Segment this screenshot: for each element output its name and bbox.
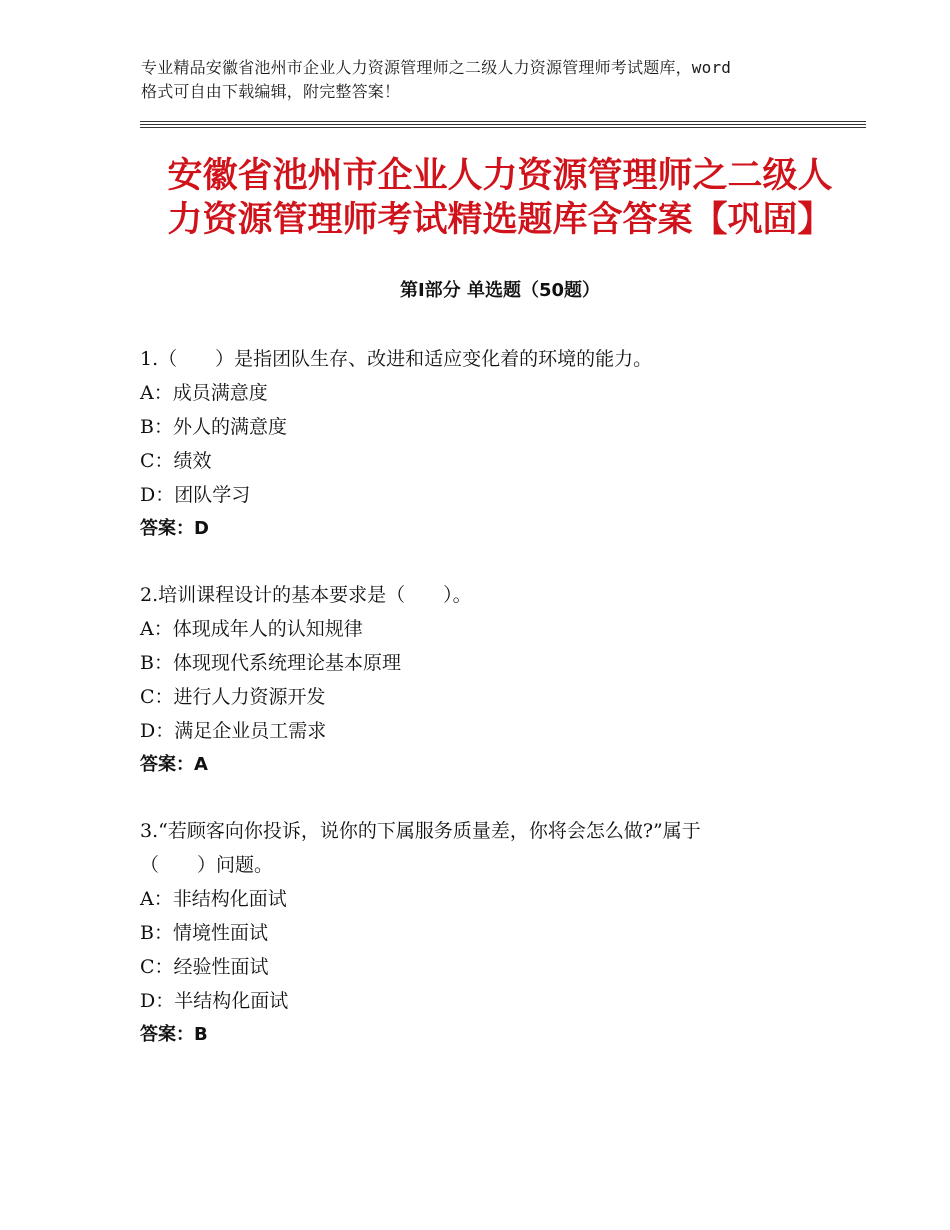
question-stem-continued: （ ）问题。 [140, 854, 274, 876]
option-b: B：情境性面试 [140, 922, 268, 944]
option-b: B：体现现代系统理论基本原理 [140, 652, 401, 674]
question-stem: 3.“若顾客向你投诉，说你的下属服务质量差，你将会怎么做?”属于 [140, 820, 701, 842]
header-rule [140, 121, 866, 122]
header-note [141, 56, 831, 104]
answer-label: 答案：A [140, 754, 208, 775]
option-d: D：团队学习 [140, 484, 251, 506]
question-list [140, 342, 840, 1084]
section-title: 第Ⅰ部分 单选题（50题） [399, 280, 600, 301]
question-item [140, 814, 840, 1052]
header-note-line-2: 格式可自由下载编辑，附完整答案！ [141, 82, 401, 101]
answer-label: 答案：B [140, 1024, 208, 1045]
answer-label: 答案：D [140, 518, 209, 539]
option-c: C：进行人力资源开发 [140, 686, 326, 708]
document-title [140, 154, 860, 242]
question-stem: 1.（ ）是指团队生存、改进和适应变化着的环境的能力。 [140, 348, 653, 370]
document-title-line-1: 安徽省池州市企业人力资源管理师之二级人 [167, 156, 833, 196]
option-a: A：体现成年人的认知规律 [140, 618, 363, 640]
option-d: D：半结构化面试 [140, 990, 289, 1012]
option-a: A：成员满意度 [140, 382, 268, 404]
question-item [140, 578, 840, 782]
option-d: D：满足企业员工需求 [140, 720, 327, 742]
question-item [140, 342, 840, 546]
option-b: B：外人的满意度 [140, 416, 287, 438]
option-c: C：绩效 [140, 450, 212, 472]
header-rule [140, 127, 866, 128]
question-stem: 2.培训课程设计的基本要求是（ ）。 [140, 584, 472, 606]
header-note-line-1: 专业精品安徽省池州市企业人力资源管理师之二级人力资源管理师考试题库，word [141, 58, 732, 77]
document-title-line-2: 力资源管理师考试精选题库含答案【巩固】 [167, 200, 833, 240]
option-a: A：非结构化面试 [140, 888, 287, 910]
header-rule [140, 124, 866, 125]
option-c: C：经验性面试 [140, 956, 269, 978]
